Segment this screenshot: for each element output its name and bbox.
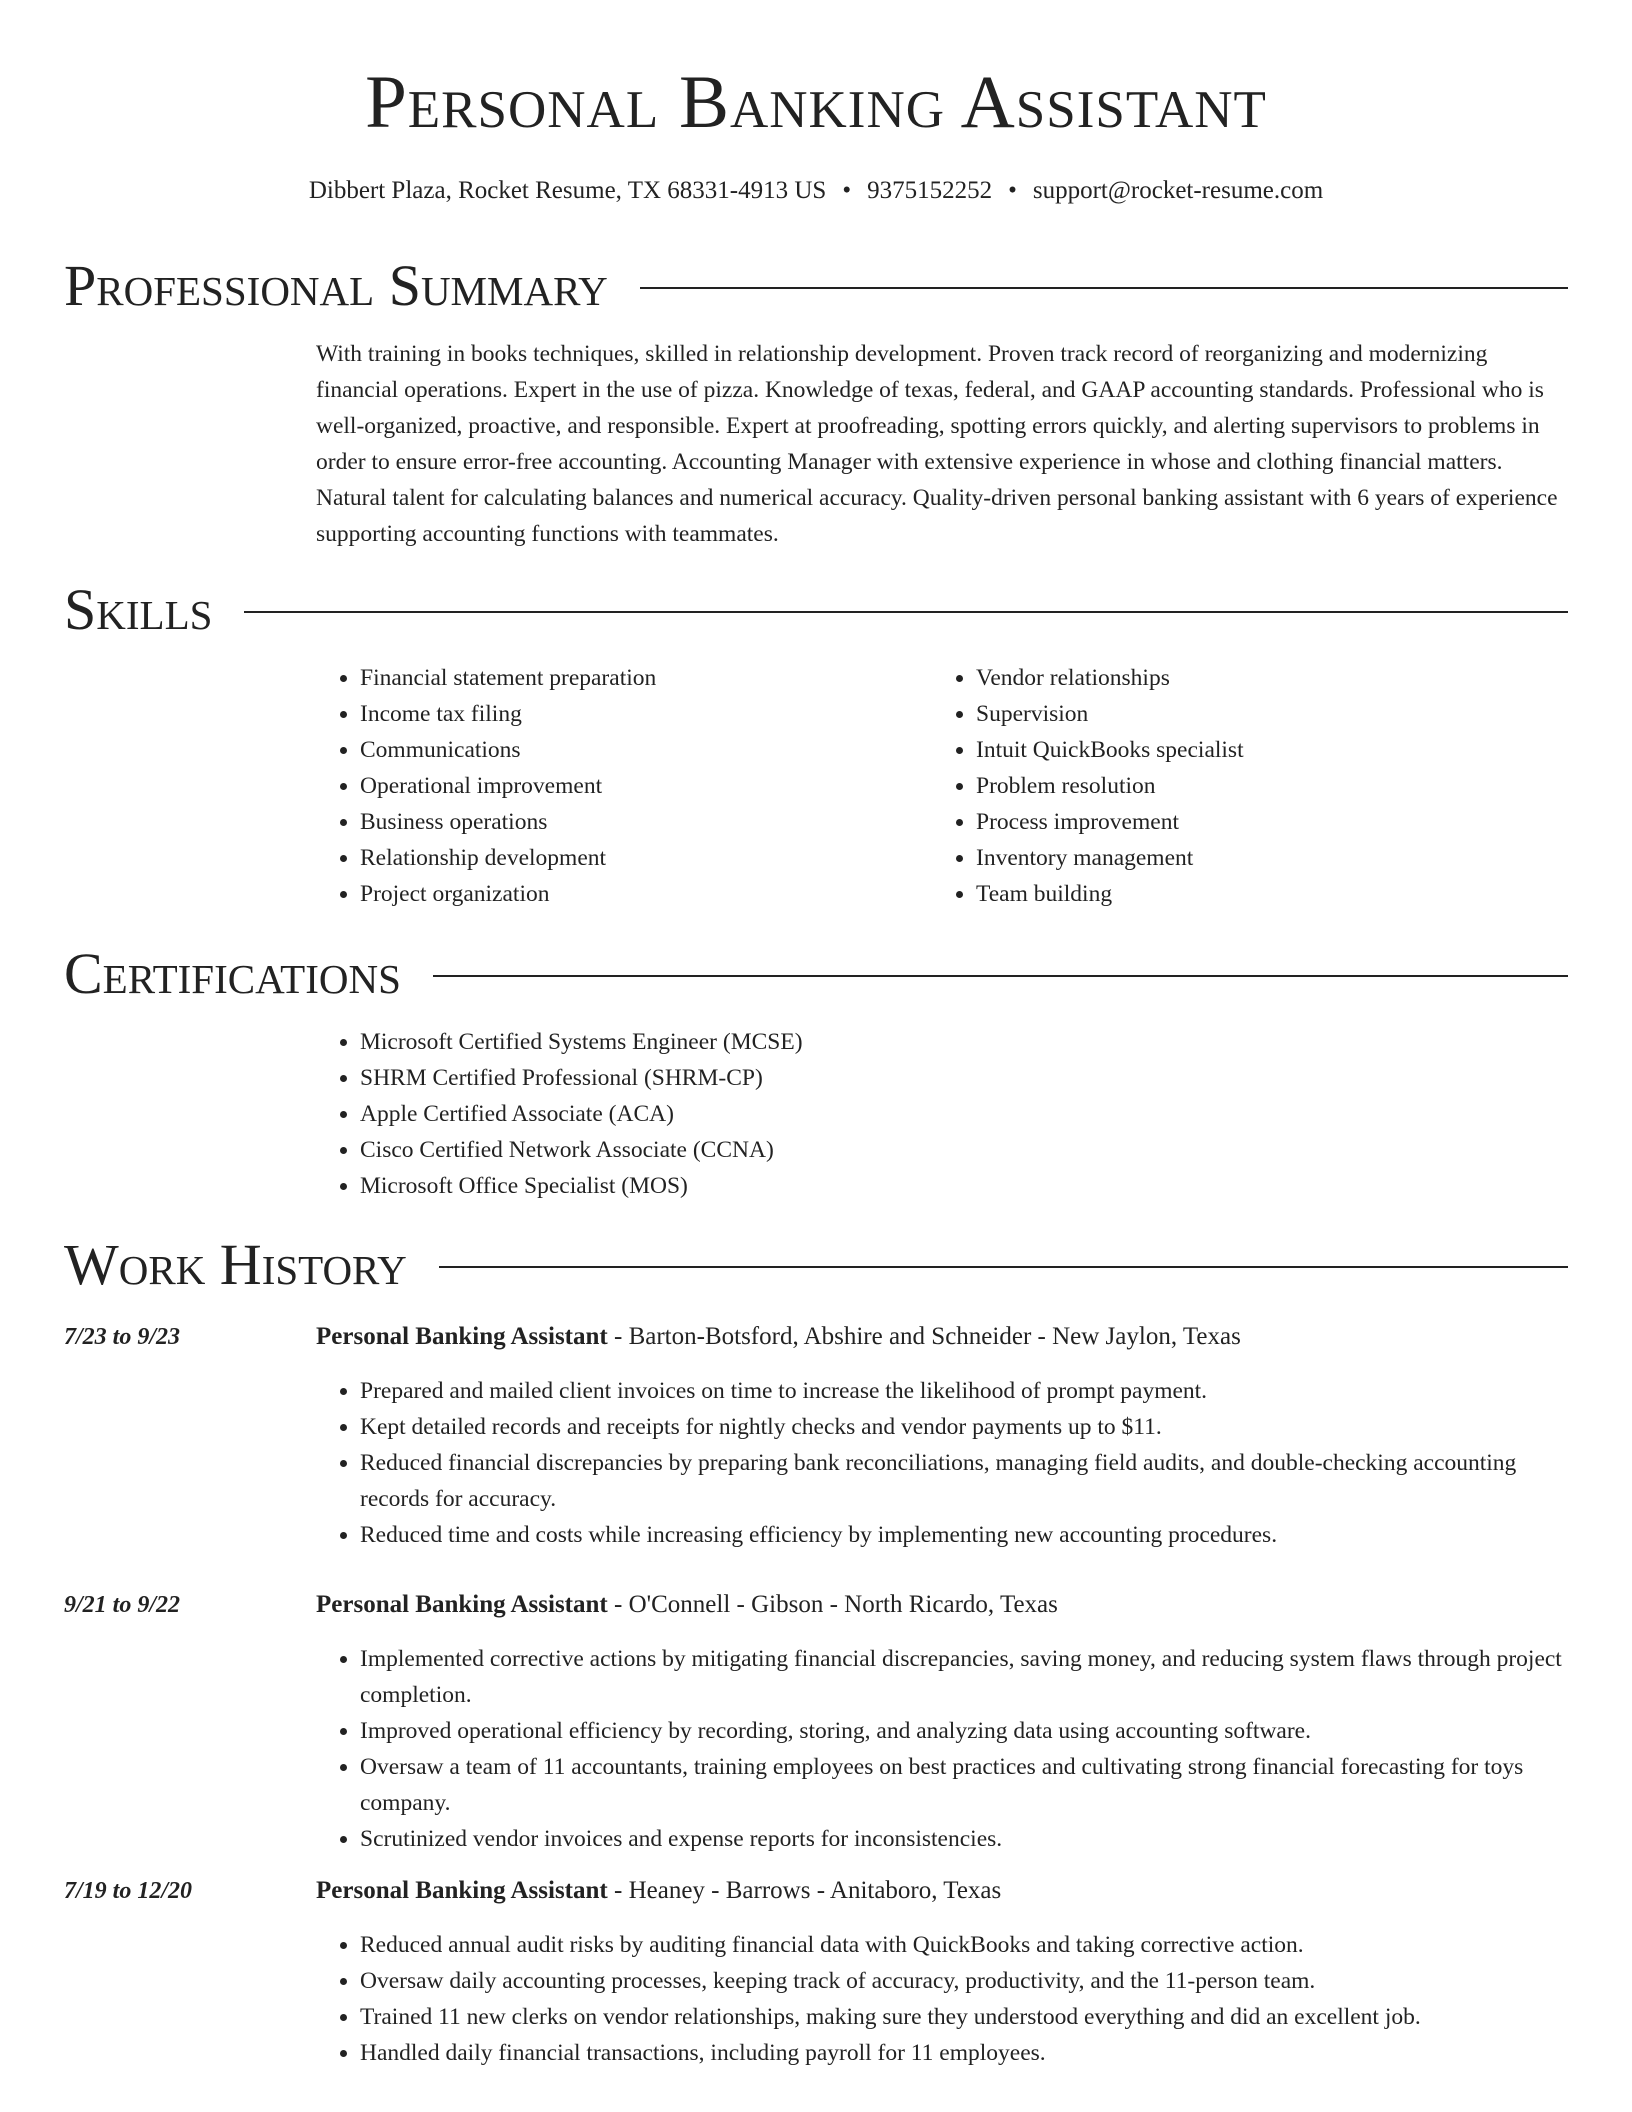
certifications-heading: Certifications	[64, 941, 401, 1006]
job-dates: 9/21 to 9/22	[64, 1592, 181, 1618]
job-title: Personal Banking Assistant	[316, 1323, 608, 1350]
skill-item: • Relationship development	[360, 840, 916, 876]
job-bullet-list	[316, 1373, 1568, 1553]
job-dates: 7/19 to 12/20	[64, 1878, 193, 1904]
skills-section-header	[64, 577, 1568, 643]
job-employer-location: - Barton-Botsford, Abshire and Schneider - New Jaylon, Texas	[607, 1323, 1241, 1350]
job-bullet-item: • Kept detailed records and receipts for nightly checks and vendor payments up to $11.	[360, 1409, 1568, 1445]
job-bullet-item: • Improved operational efficiency by recording, storing, and analyzing data using accounting software.	[360, 1713, 1568, 1749]
certifications-list	[316, 1024, 1568, 1204]
section-divider	[433, 975, 1568, 977]
skill-item: • Supervision	[976, 696, 1532, 732]
contact-email: support@rocket-resume.com	[1032, 177, 1324, 204]
job-bullets	[316, 1373, 1568, 1553]
section-divider	[244, 611, 1568, 613]
job-bullet-item: • Oversaw a team of 11 accountants, training employees on best practices and cultivating strong financial forecasting for toys company.	[360, 1749, 1568, 1821]
job-bullet-item: • Trained 11 new clerks on vendor relationships, making sure they understood everything and did an excellent job.	[360, 1999, 1568, 2035]
skills-right-column	[932, 660, 1532, 912]
certification-item: • Cisco Certified Network Associate (CCNA)	[360, 1132, 1568, 1168]
job-bullet-item: • Implemented corrective actions by mitigating financial discrepancies, saving money, and reducing system flaws through project completion.	[360, 1641, 1568, 1713]
summary-heading: Professional Summary	[64, 253, 608, 318]
skills-left-column	[316, 660, 916, 912]
resume-name: Personal Banking Assistant	[365, 61, 1267, 144]
job-bullet-item: • Handled daily financial transactions, including payroll for 11 employees.	[360, 2035, 1568, 2071]
work-section-header	[64, 1232, 1568, 1298]
certification-item: • Microsoft Office Specialist (MOS)	[360, 1168, 1568, 1204]
section-divider	[439, 1266, 1568, 1268]
certification-list	[316, 1024, 1568, 1204]
job-bullet-list	[316, 1927, 1568, 2071]
skill-item: • Business operations	[360, 804, 916, 840]
job-bullet-item: • Reduced time and costs while increasing efficiency by implementing new accounting procedures.	[360, 1517, 1568, 1553]
skill-item: • Team building	[976, 876, 1532, 912]
skill-item: • Inventory management	[976, 840, 1532, 876]
certification-item: • SHRM Certified Professional (SHRM-CP)	[360, 1060, 1568, 1096]
skill-item: • Intuit QuickBooks specialist	[976, 732, 1532, 768]
contact-separator: •	[842, 177, 852, 204]
skill-item: • Process improvement	[976, 804, 1532, 840]
skill-list	[316, 660, 916, 912]
contact-address: Dibbert Plaza, Rocket Resume, TX 68331-4913 US	[308, 177, 827, 204]
contact-line	[0, 174, 1632, 208]
certification-item: • Microsoft Certified Systems Engineer (MCSE)	[360, 1024, 1568, 1060]
certifications-section-header	[64, 941, 1568, 1007]
job-bullet-item: • Scrutinized vendor invoices and expense reports for inconsistencies.	[360, 1821, 1568, 1857]
skill-item: • Financial statement preparation	[360, 660, 916, 696]
skill-item: • Vendor relationships	[976, 660, 1532, 696]
job-title-line	[316, 1319, 1568, 1355]
summary-section-header	[64, 253, 1568, 319]
job-employer-location: - Heaney - Barrows - Anitaboro, Texas	[607, 1877, 1002, 1904]
job-title: Personal Banking Assistant	[316, 1591, 608, 1618]
job-bullet-item: • Prepared and mailed client invoices on time to increase the likelihood of prompt payment.	[360, 1373, 1568, 1409]
work-heading: Work History	[64, 1232, 407, 1297]
job-dates: 7/23 to 9/23	[64, 1324, 181, 1350]
job-employer-location: - O'Connell - Gibson - North Ricardo, Texas	[607, 1591, 1058, 1618]
skill-item: • Income tax filing	[360, 696, 916, 732]
job-title-line	[316, 1587, 1568, 1623]
job-title-line	[316, 1873, 1568, 1909]
job-bullet-item: • Reduced financial discrepancies by preparing bank reconciliations, managing field audits, and double-checking accounting records for accuracy.	[360, 1445, 1568, 1517]
skill-item: • Project organization	[360, 876, 916, 912]
certification-item: • Apple Certified Associate (ACA)	[360, 1096, 1568, 1132]
skill-item: • Communications	[360, 732, 916, 768]
summary-text: With training in books techniques, skilled in relationship development. Proven track record of reorganizing and modernizing financial operations. Expert in the use of pizza. Knowledge of texas, federal, and GAAP accounting standards. Professional who is well-organized, proactive, and responsible. Expert at proofreading, spotting errors quickly, and alerting supervisors to problems in order to ensure error-free accounting. Accounting Manager with extensive experience in whose and clothing financial matters. Natural talent for calculating balances and numerical accuracy. Quality-driven personal banking assistant with 6 years of experience supporting accounting functions with teammates.	[316, 341, 1558, 547]
job-bullet-item: • Reduced annual audit risks by auditing financial data with QuickBooks and taking corrective action.	[360, 1927, 1568, 1963]
skill-item: • Problem resolution	[976, 768, 1532, 804]
skill-item: • Operational improvement	[360, 768, 916, 804]
job-bullets	[316, 1927, 1568, 2071]
job-bullet-item: • Oversaw daily accounting processes, keeping track of accuracy, productivity, and the 11-person team.	[360, 1963, 1568, 1999]
job-title: Personal Banking Assistant	[316, 1877, 608, 1904]
job-bullets	[316, 1641, 1568, 1857]
contact-phone: 9375152252	[867, 177, 993, 204]
contact-separator: •	[1008, 177, 1017, 204]
skill-list	[932, 660, 1532, 912]
section-divider	[640, 287, 1568, 289]
skills-heading: Skills	[64, 577, 213, 642]
job-bullet-list	[316, 1641, 1568, 1857]
